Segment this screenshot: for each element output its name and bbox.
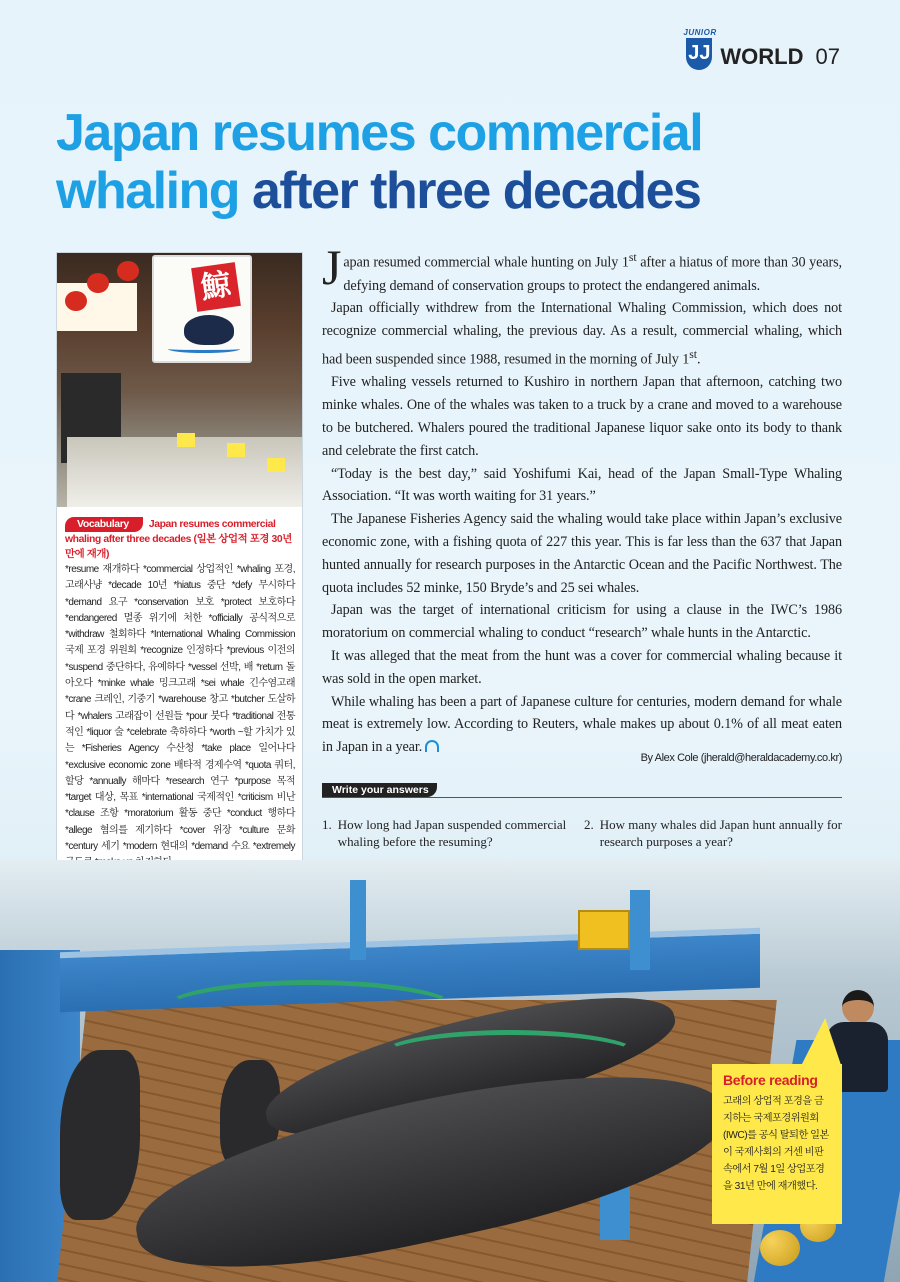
- photo-lantern: [87, 273, 109, 293]
- page-title: [56, 104, 856, 220]
- article-paragraph: [322, 691, 842, 759]
- question-2: [584, 816, 842, 850]
- vocabulary-title: Japan resumes commercial whaling after three decades (일본 상업적 포경 30년 만에 재개): [65, 519, 292, 560]
- whale-restaurant-photo: [57, 253, 302, 507]
- photo-whale-drawing: [184, 315, 234, 345]
- vocabulary-box: [57, 507, 302, 878]
- section-header: [683, 28, 840, 70]
- before-reading-box: [712, 1064, 842, 1224]
- article-paragraph: [322, 297, 842, 371]
- article-paragraph: The Japanese Fisheries Agency said the whaling would take place within Japan’s exclusive economic zone, with a fishing quota of 227 this year. This is far less than the 637 that Japan hunted annually for research purposes in the Antarctic Ocean and the Pacific Northwest. The quota includes 52 minke, 150 Bryde’s and 25 sei whales.: [322, 511, 842, 596]
- photo-wave-drawing: [168, 345, 240, 353]
- answers-heading: Write your answers: [322, 783, 437, 797]
- junior-logo: [683, 28, 717, 70]
- photo-crate: [578, 910, 630, 950]
- photo-price-tag: [267, 458, 285, 472]
- photo-post: [350, 880, 366, 960]
- headline-part1: Japan resumes commercial: [56, 104, 703, 162]
- headline-part2: whaling: [56, 162, 240, 220]
- paragraph-text: While whaling has been a part of Japanese culture for centuries, modern demand for whale meat is extremely low. According to Reuters, whale makes up about 0.1% of all meat eaten in Japan in a year.: [322, 693, 842, 756]
- question-text: How long had Japan suspended commercial whaling before the resuming?: [337, 817, 567, 849]
- headphones-icon[interactable]: [425, 740, 439, 752]
- question-1: [322, 816, 584, 850]
- vocabulary-list: *resume 재개하다 *commercial 상업적인 *whaling 포경, 고래사냥 *decade 10년 *hiatus 중단 *defy 무시하다 *demand 요구 *conservation 보호 *protect 보호하다 *endangered 멸종 위기에 처한 *officially 공식적으로 *withdraw 철회하다 *International Whaling Commission 국제 포경 위원회 *recognize 인정하다 *previous 이전의 *suspend 중단하다, 유예하다 *vessel 선박, 배 *return 돌아오다 *minke whale 밍크고래 *sei whale 긴수염고래 *crane 크레인, 기중기 *warehouse 창고 *butcher 도살하다 *whalers 고래잡이 선원들 *pour 붓다 *traditional 전통적인 *liquor 술 *celebrate 축하하다 *worth ~할 가치가 있는 *Fisheries Agency 수산청 *take place 일어나다 *exclusive economic zone 배타적 경제수역 *quota 쿼터, 할당 *annually 해마다 *research 연구 *purpose 목적 *target 대상, 목표 *international 국제적인 *criticism 비난 *clause 조항 *moratorium 활동 중단 *conduct 행하다 *allege 혐의를 제기하다 *cover 위장 *culture 문화 *century 세기 *modern 현대의 *demand 수요 *extremely: [65, 564, 295, 853]
- photo-buoy: [760, 1230, 800, 1266]
- drop-cap: J: [322, 239, 342, 295]
- photo-whale-sign: [152, 255, 252, 363]
- paragraph-text: .: [696, 351, 701, 368]
- photo-whale-fluke: [60, 1050, 140, 1220]
- article-body: [322, 239, 843, 759]
- before-reading-title: Before reading: [723, 1072, 818, 1088]
- paragraph-text: apan resumed commercial whale hunting on July 1: [343, 254, 629, 271]
- photo-counter: [67, 437, 302, 507]
- question-number: 2.: [584, 817, 594, 832]
- write-answers-section: [322, 780, 842, 850]
- answers-divider: [322, 797, 842, 798]
- vocabulary-heading: [65, 517, 295, 562]
- photo-price-tag: [227, 443, 245, 457]
- photo-kanji-mark: 鯨: [191, 262, 241, 312]
- page-number: 07: [815, 44, 840, 69]
- photo-hose: [160, 980, 460, 1040]
- photo-whaler-head: [842, 990, 874, 1024]
- vocabulary-tag: Vocabulary: [65, 517, 143, 532]
- logo-jj-mark: JJ: [686, 38, 712, 70]
- article-paragraph: Five whaling vessels returned to Kushiro in northern Japan that afternoon, catching two minke whales. One of the whales was taken to a truck by a crane and moved to a warehouse to be butchered. Whalers poured the traditional Japanese liquor sake onto its body to thank and celebrate the first catch.: [322, 374, 842, 459]
- photo-lantern: [117, 261, 139, 281]
- article-paragraph: [322, 239, 843, 297]
- photo-hose: [380, 1030, 640, 1080]
- question-text: How many whales did Japan hunt annually for research purposes a year?: [599, 817, 843, 849]
- logo-junior-text: JUNIOR: [683, 28, 717, 37]
- paragraph-text: Japan officially withdrew from the International Whaling Commission, which does not recognize commercial whaling, the previous day. As a result, commercial whaling, which had been suspended since 1988, resumed in the morning of July 1: [322, 300, 842, 368]
- article-paragraph: Japan was the target of international criticism for using a clause in the IWC’s 1986 moratorium on commercial whaling to conduct “research” whale hunts in the Antarctic.: [322, 602, 842, 642]
- paragraph-text: after a hiatus of more than 30 years, defying demand of conservation groups to protect the endangered animals.: [343, 254, 843, 294]
- section-name: WORLD: [720, 44, 804, 69]
- question-number: 1.: [322, 817, 332, 832]
- superscript: st: [689, 346, 697, 361]
- photo-post: [630, 890, 650, 970]
- question-list: [322, 816, 842, 850]
- article-paragraph: It was alleged that the meat from the hunt was a cover for commercial whaling because it was sold in the open market.: [322, 648, 842, 687]
- photo-price-tag: [177, 433, 195, 447]
- superscript: st: [628, 250, 637, 264]
- photo-lantern: [65, 291, 87, 311]
- headline-part3: after three decades: [252, 162, 701, 220]
- vocabulary-sidebar: [56, 252, 303, 879]
- before-reading-text: 고래의 상업적 포경을 금지하는 국제포경위원회(IWC)를 공식 탈퇴한 일본이 국제사회의 거센 비판 속에서 7월 1일 상업포경을 31년 만에 재개했다.: [723, 1096, 829, 1192]
- article-byline: By Alex Cole (jherald@heraldacademy.co.kr): [640, 752, 842, 764]
- article-paragraph: “Today is the best day,” said Yoshifumi Kai, head of the Japan Small-Type Whaling Association. “It was worth waiting for 31 years.”: [322, 465, 842, 505]
